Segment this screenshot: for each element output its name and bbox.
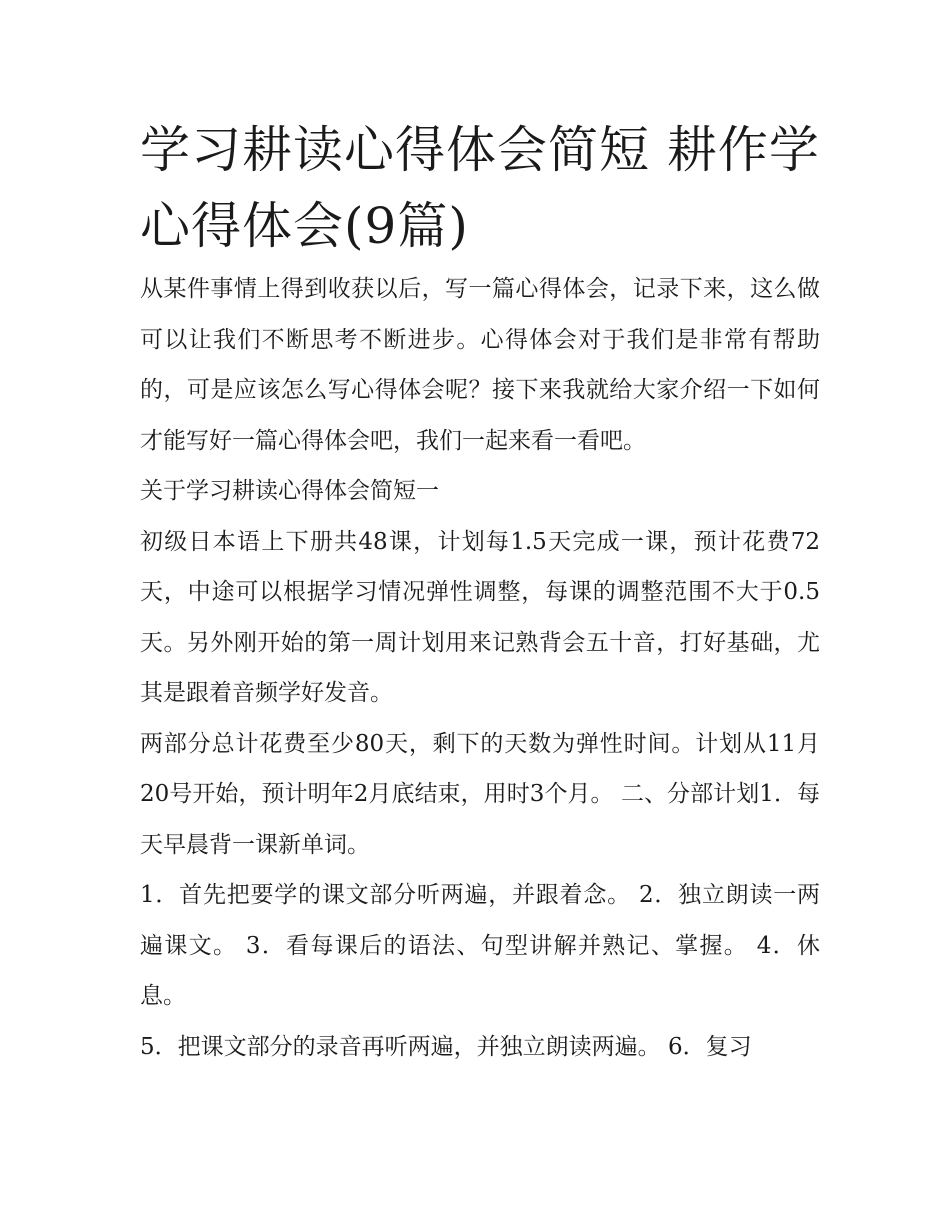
paragraph-review: 5．把课文部分的录音再听两遍，并独立朗读两遍。 6．复习 <box>140 1033 752 1060</box>
section-heading: 关于学习耕读心得体会简短一 <box>140 478 439 504</box>
paragraph-plan: 初级日本语上下册共48课，计划每1.5天完成一课，预计花费72天，中途可以根据学习情况弹性调整，每课的调整范围不大于0.5天。另外刚开始的第一周计划用来记熟背会五十音，打好基础，尤其是跟着音频学好发音。 <box>140 528 820 706</box>
paragraph-steps: 1．首先把要学的课文部分听两遍，并跟着念。 2．独立朗读一两遍课文。 3．看每课后的语法、句型讲解并熟记、掌握。 4．休息。 <box>140 882 820 1009</box>
paragraph-intro: 从某件事情上得到收获以后，写一篇心得体会，记录下来，这么做可以让我们不断思考不断进步。心得体会对于我们是非常有帮助的，可是应该怎么写心得体会呢？接下来我就给大家介绍一下如何才能写好一篇心得体会吧，我们一起来看一看吧。 <box>140 276 820 454</box>
document-title: 学习耕读心得体会简短 耕作学心得体会(9篇) <box>140 121 820 255</box>
paragraph-schedule: 两部分总计花费至少80天，剩下的天数为弹性时间。计划从11月20号开始，预计明年2月底结束，用时3个月。 二、分部计划1．每天早晨背一课新单词。 <box>140 730 820 858</box>
document-page <box>140 112 820 1072</box>
